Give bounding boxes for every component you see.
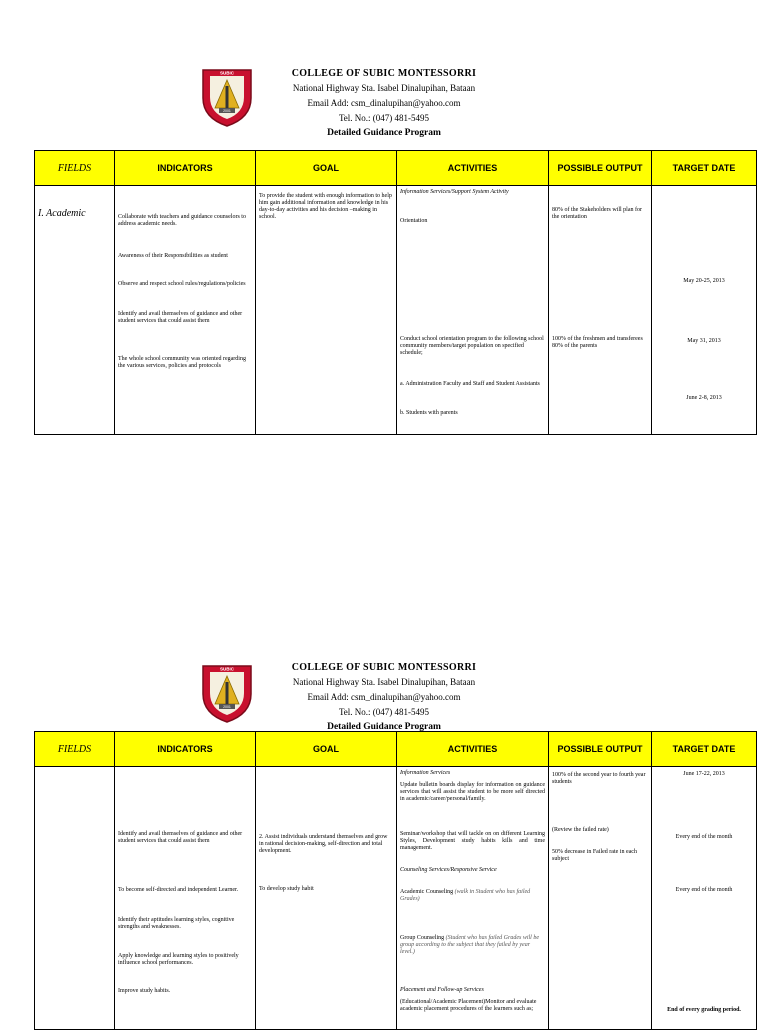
guidance-program-table — [34, 731, 757, 1030]
goal-text: To provide the student with enough information to help him gain additional information and knowledge in his day-to-day activities and his decision –making in school. — [259, 193, 392, 220]
target-date: End of every grading period. — [667, 1007, 741, 1013]
academic-counseling-note: (walk in Student who has failed Grades) — [400, 889, 531, 902]
document-header — [0, 66, 768, 141]
target-date: June 17-22, 2013 — [683, 771, 725, 777]
goal-cell — [256, 767, 397, 1030]
activities-cell — [397, 186, 549, 435]
fields-cell — [35, 767, 115, 1030]
svg-text:2001: 2001 — [223, 109, 231, 113]
output-text: 100% of the second year to fourth year students — [552, 772, 646, 785]
activity-text — [400, 935, 545, 956]
activity-text: Conduct school orientation program to the following school community members/target population on specified schedule; — [400, 336, 544, 356]
column-header-indicators: INDICATORS — [115, 732, 256, 767]
indicator-text: Awareness of their Responsibilities as student — [118, 253, 228, 259]
svg-text:2001: 2001 — [223, 705, 231, 709]
indicator-text: Collaborate with teachers and guidance counselors to address academic needs. — [118, 214, 246, 227]
indicator-text: Observe and respect school rules/regulations/policies — [118, 281, 246, 287]
goal-text: 2. Assist individuals understand themselves and grow in rational decision-making, self-direction and total development. — [259, 834, 388, 854]
activity-text: Update bulletin boards display for information on guidance services that will assist the student to be more self directed in academic/career/personal/family. — [400, 782, 545, 802]
goal-cell — [256, 186, 397, 435]
column-header-target-date: TARGET DATE — [652, 732, 757, 767]
column-header-fields: FIELDS — [35, 732, 115, 767]
program-title: Detailed Guidance Program — [327, 128, 441, 138]
activity-text: Seminar/workshop that will tackle on on different Learning Styles, Development study habits kills and time management. — [400, 831, 545, 851]
table-header-row — [35, 732, 757, 767]
svg-text:SUBIC: SUBIC — [219, 70, 235, 76]
column-header-possible-output: POSSIBLE OUTPUT — [549, 732, 652, 767]
target-date: May 20-25, 2013 — [683, 278, 725, 284]
target-date: Every end of the month — [675, 834, 733, 840]
school-name: COLLEGE OF SUBIC MONTESSORRI — [291, 662, 477, 673]
output-text: 50% decrease in Failed rate in each subject — [552, 849, 637, 862]
goal-text: To develop study habit — [259, 886, 314, 892]
activity-text: a. Administration Faculty and Staff and Student Assistants — [400, 381, 540, 387]
field-label: I. Academic — [38, 208, 86, 219]
output-text: (Review the failed rate) — [552, 827, 609, 833]
target-date-cell — [652, 186, 757, 435]
school-email: Email Add: csm_dinalupihan@yahoo.com — [307, 692, 461, 702]
indicator-text: Apply knowledge and learning styles to positively influence school performances. — [118, 953, 239, 966]
school-address: National Highway Sta. Isabel Dinalupihan, Bataan — [292, 677, 476, 687]
output-text: 80% of the Stakeholders will plan for the orientation — [552, 207, 642, 220]
column-header-goal: GOAL — [256, 732, 397, 767]
indicator-text: The whole school community was oriented regarding the various services, policies and protocols — [118, 356, 246, 369]
possible-output-cell — [549, 767, 652, 1030]
target-date: June 2-8, 2013 — [686, 395, 722, 401]
column-header-fields: FIELDS — [35, 151, 115, 186]
fields-cell — [35, 186, 115, 435]
activity-heading: Information Services — [400, 770, 451, 776]
school-telephone: Tel. No.: (047) 481-5495 — [338, 707, 430, 717]
school-name: COLLEGE OF SUBIC MONTESSORRI — [291, 68, 477, 79]
group-counseling-note: (Student who has failed Grades will be group according to the subject that they failed by year level.) — [400, 935, 539, 955]
table-row — [35, 186, 757, 435]
column-header-activities: ACTIVITIES — [397, 151, 549, 186]
document-header — [0, 660, 768, 735]
document-page-2 — [0, 600, 768, 1024]
target-date-cell — [652, 767, 757, 1030]
school-email: Email Add: csm_dinalupihan@yahoo.com — [307, 98, 461, 108]
table-header-row — [35, 151, 757, 186]
school-address: National Highway Sta. Isabel Dinalupihan, Bataan — [292, 83, 476, 93]
indicators-cell — [115, 186, 256, 435]
activity-text: Orientation — [400, 218, 428, 224]
indicator-text: To become self-directed and independent Learner. — [118, 887, 239, 893]
activity-text: (Educational/Academic Placement)Monitor and evaluate academic placement procedures of the learners such as; — [400, 999, 537, 1012]
possible-output-cell — [549, 186, 652, 435]
program-title: Detailed Guidance Program — [327, 722, 441, 732]
column-header-possible-output: POSSIBLE OUTPUT — [549, 151, 652, 186]
guidance-program-table — [34, 150, 757, 435]
indicator-text: Identify and avail themselves of guidance and other student services that could assist them — [118, 311, 243, 324]
output-text: 100% of the freshmen and transferees 80% of the parents — [552, 336, 643, 349]
activity-text — [400, 889, 545, 903]
indicator-text: Improve study habits. — [118, 988, 171, 994]
group-counseling-label: Group Counseling — [400, 935, 445, 941]
indicators-cell — [115, 767, 256, 1030]
school-telephone: Tel. No.: (047) 481-5495 — [338, 113, 430, 123]
column-header-target-date: TARGET DATE — [652, 151, 757, 186]
column-header-indicators: INDICATORS — [115, 151, 256, 186]
table-row — [35, 767, 757, 1030]
activities-cell — [397, 767, 549, 1030]
activity-heading: Information Services/Support System Activity — [400, 189, 509, 195]
svg-text:SUBIC: SUBIC — [219, 666, 235, 672]
activity-heading: Counseling Services/Responsive Service — [400, 867, 497, 873]
academic-counseling-label: Academic Counseling — [400, 889, 454, 895]
target-date: May 31, 2013 — [687, 338, 721, 344]
column-header-goal: GOAL — [256, 151, 397, 186]
indicator-text: Identify and avail themselves of guidance and other student services that could assist them — [118, 831, 243, 844]
target-date: Every end of the month — [675, 887, 733, 893]
column-header-activities: ACTIVITIES — [397, 732, 549, 767]
activity-heading: Placement and Follow-up Services — [400, 987, 484, 993]
indicator-text: Identify their aptitudes learning styles, cognitive strengths and weaknesses. — [118, 917, 235, 930]
activity-text: b. Students with parents — [400, 410, 458, 416]
